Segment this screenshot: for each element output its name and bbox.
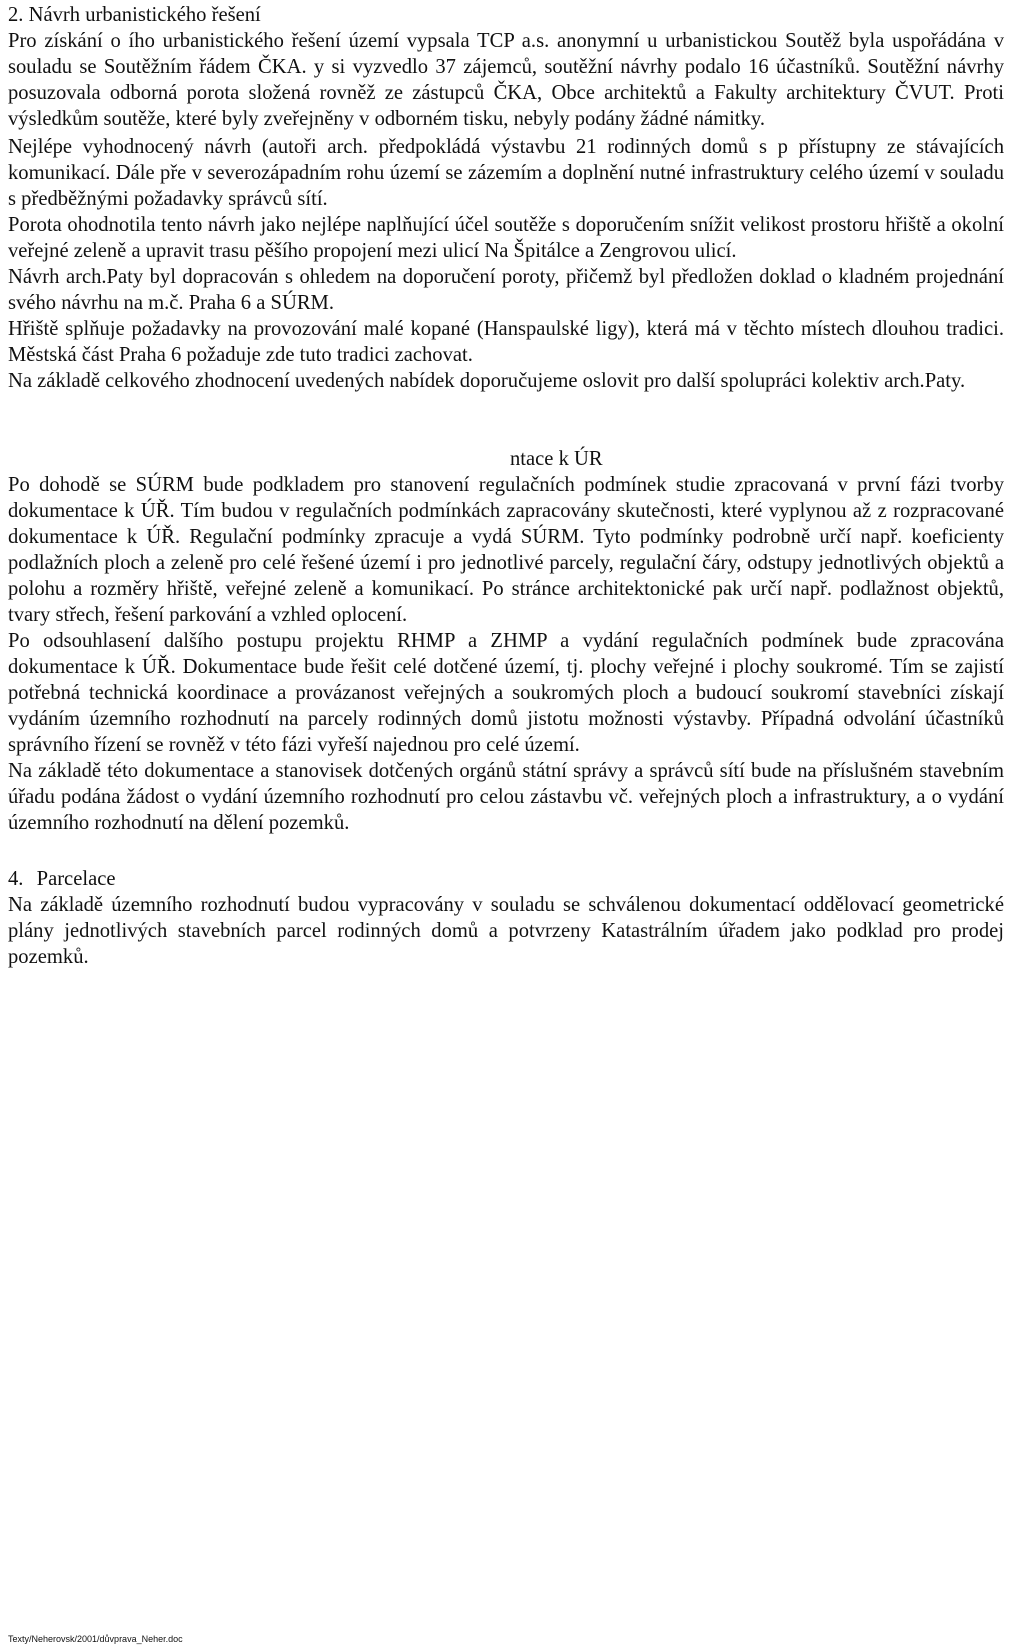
document-body: [8, 2, 1004, 970]
section-gap: [8, 836, 1004, 866]
paragraph: Po dohodě se SÚRM bude podkladem pro stanovení regulačních podmínek studie zpracovaná v první fázi tvorby dokumentace k ÚŘ. Tím budou v regulačních podmínkách zapracovány skutečnosti, které vyplynou až z rozpracované dokumentace k ÚŘ. Regulační podmínky zpracuje a vydá SÚRM. Tyto podmínky podrobně určí např. koeficienty podlažních ploch a zeleně pro celé řešené území i pro jednotlivé parcely, regulační čáry, odstupy jednotlivých objektů a polohu a rozměry hřiště, veřejné zeleně a komunikací. Po stránce architektonické pak určí např. podlažnost objektů, tvary střech, řešení parkování a vzhled oplocení.: [8, 474, 1004, 626]
section-4-number: 4.: [8, 868, 24, 890]
paragraph: Nejlépe vyhodnocený návrh (autoři arch. předpokládá výstavbu 21 rodinných domů s p přístupny ze stávajících komunikací. Dále pře v severozápadním rohu území se zázemím a doplnění nutné infrastruktury celého území v souladu s předběžnými požadavky správců sítí.: [8, 136, 1004, 210]
section-gap: [8, 394, 1004, 446]
paragraph: Porota ohodnotila tento návrh jako nejlépe naplňující účel soutěže s doporučením snížit velikost prostoru hřiště a okolní veřejné zeleně a upravit trasu pěšího propojení mezi ulicí Na Špitálce a Zengrovou ulicí.: [8, 214, 1004, 262]
section-4-heading: [8, 866, 1004, 892]
paragraph: Po odsouhlasení dalšího postupu projektu RHMP a ZHMP a vydání regulačních podmínek bude zpracována dokumentace k ÚŘ. Dokumentace bude řešit celé dotčené území, tj. plochy veřejné i plochy soukromé. Tím se zajistí potřebná technická koordinace a provázanost veřejných a soukromých ploch a budoucí soukromí stavebníci získají vydáním územního rozhodnutí na parcely rodinných domů jistotu možnosti výstavby. Případná odvolání účastníků správního řízení se rovněž v této fázi vyřeší najednou pro celé území.: [8, 630, 1004, 756]
paragraph: Návrh arch.Paty byl dopracován s ohledem na doporučení poroty, přičemž byl předložen doklad o kladném projednání svého návrhu na m.č. Praha 6 a SÚRM.: [8, 266, 1004, 314]
paragraph: Na základě územního rozhodnutí budou vypracovány v souladu se schválenou dokumentací oddělovací geometrické plány jednotlivých stavebních parcel rodinných domů a potvrzeny Katastrálním úřadem jako podklad pro prodej pozemků.: [8, 894, 1004, 968]
paragraph: Hřiště splňuje požadavky na provozování malé kopané (Hanspaulské ligy), která má v těchto místech dlouhou tradici. Městská část Praha 6 požaduje zde tuto tradici zachovat.: [8, 318, 1004, 366]
section-4-title: Parcelace: [36, 868, 116, 890]
section-2-heading: 2. Návrh urbanistického řešení: [8, 4, 261, 26]
paragraph: Na základě celkového zhodnocení uvedených nabídek doporučujeme oslovit pro další spolupráci kolektiv arch.Paty.: [8, 370, 966, 392]
paragraph: Na základě této dokumentace a stanovisek dotčených orgánů státní správy a správců sítí bude na příslušném stavebním úřadu podána žádost o vydání územního rozhodnutí pro celou zástavbu vč. veřejných ploch a infrastruktury, a o vydání územního rozhodnutí na dělení pozemků.: [8, 760, 1004, 834]
paragraph: Pro získání o ího urbanistického řešení území vypsala TCP a.s. anonymní u urbanistickou Soutěž byla uspořádána v souladu se Soutěžním řádem ČKA. y si vyzvedlo 37 zájemců, soutěžní návrhy podalo 16 účastníků. Soutěžní návrhy posuzovala odborná porota složená rovněž ze zástupců ČKA, Obce architektů a Fakulty architektury ČVUT. Proti výsledkům soutěže, které byly zveřejněny v odborném tisku, nebyly podány žádné námitky.: [8, 30, 1004, 130]
file-path-footer: Texty/Neherovsk/2001/důvprava_Neher.doc: [8, 1634, 183, 1644]
section-3-heading: ntace k ÚR: [510, 448, 603, 470]
